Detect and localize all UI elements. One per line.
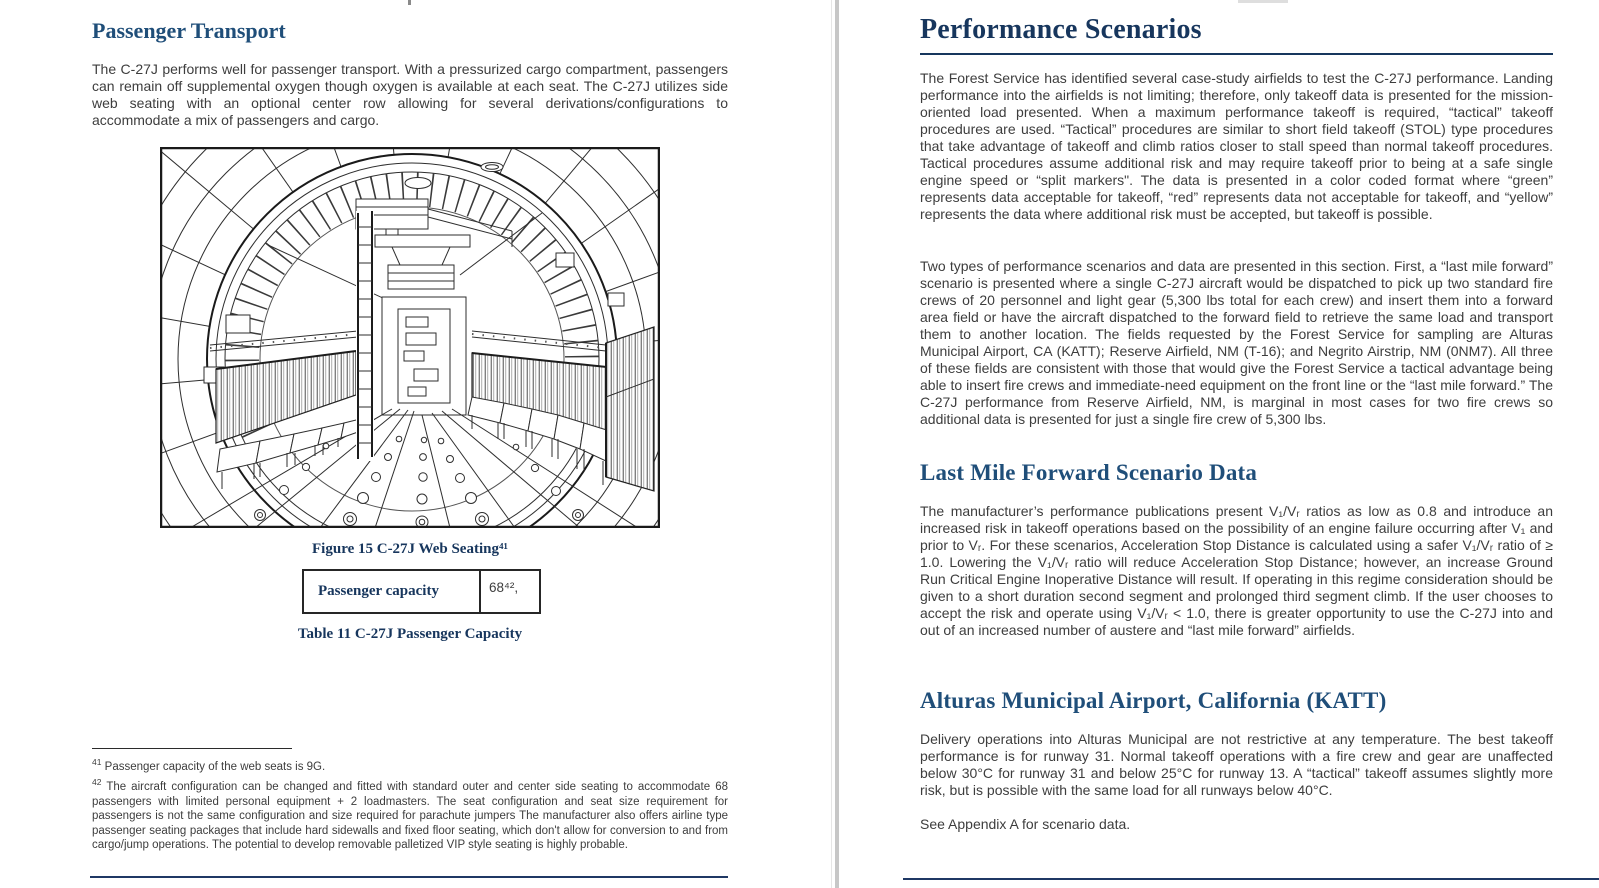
footnote-42-marker: 42 xyxy=(92,777,102,788)
alturas-heading: Alturas Municipal Airport, California (KATT) xyxy=(920,688,1387,713)
table-cell-label: Passenger capacity xyxy=(304,571,481,612)
footnote-42 xyxy=(92,775,728,852)
left-page-heading: Passenger Transport xyxy=(92,18,286,43)
footnote-41 xyxy=(92,755,728,774)
footnote-41-text: Passenger capacity of the web seats is 9G. xyxy=(101,760,326,773)
table-11-caption: Table 11 C-27J Passenger Capacity xyxy=(297,626,523,642)
footnotes xyxy=(92,755,728,854)
performance-paragraph-1: The Forest Service has identified several case-study airfields to test the C-27J performance. Landing performance into the airfields is not limiting; therefore, only takeoff data is presented for the mission-oriented load presented. When a maximum performance takeoff is required, “tactical” takeoff procedures are used. “Tactical” procedures are similar to short field takeoff (STOL) type procedures that take advantage of takeoff and climb ratios closer to stall speed than normal takeoff procedures. Tactical procedures assume additional risk and may require takeoff prior to being at a safe single engine speed or “split markers". The data is presented in a color coded format where “green” represents data acceptable for takeoff, “red” represents data not acceptable for takeoff, and “yellow” represents the data where additional risk must be accepted, but takeoff is possible. xyxy=(920,70,1553,222)
last-mile-paragraph: The manufacturer’s performance publications present V₁/Vᵣ ratios as low as 0.8 and introduce an increased risk in takeoff operations based on the possibility of an engine failure occurring after V₁ and prior to Vᵣ. For these scenarios, Acceleration Stop Distance is calculated using a safer V₁/Vᵣ ratio of ≥ 1.0. Lowering the V₁/Vᵣ ratio will reduce Acceleration Stop Distance; however, an increase Ground Run Critical Engine Inoperative Distance will result. If operating in this regime consideration should be given to a short duration second segment and prolonged third segment climb. If the user chooses to accept the risk and operate using V₁/Vᵣ < 1.0, there is greater opportunity to use the C-27J into and out of an increased number of austere and “last mile forward” airfields. xyxy=(920,503,1553,638)
table-cell-value: 68⁴², xyxy=(489,580,519,595)
footnote-41-marker: 41 xyxy=(92,757,102,767)
right-page-title: Performance Scenarios xyxy=(920,14,1553,55)
figure-15-frame xyxy=(160,147,660,528)
alturas-paragraph: Delivery operations into Alturas Municipal are not restrictive at any temperature. The best takeoff performance is for runway 31. Normal takeoff operations with a fire crew and gear are unaffected below 30°C for runway 31 and below 25°C for runway 13. A “tactical” takeoff assumes slightly more risk, but is possible with the same load for all runways below 40°C. xyxy=(920,731,1553,798)
left-page-paragraph: The C-27J performs well for passenger transport. With a pressurized cargo compartment, passengers can remain off supplemental oxygen though oxygen is available at each seat. The C-27J utilizes side web seating with an optional center row allowing for several derivations/configurations to accommodate a mix of passengers and cargo. xyxy=(92,61,728,128)
figure-15-caption: Figure 15 C-27J Web Seating⁴¹ xyxy=(312,541,508,557)
page-divider xyxy=(835,0,839,888)
footnote-42-text: The aircraft configuration can be changed and fitted with standard outer and center side seating to accommodate 68 passengers with limited personal equipment + 2 loadmasters. The seat configuration and seat size requirement for passengers is not the same configuration and size required for parachute jumpers The manufacturer also offers airline type passenger seating packages that include hard sidewalls and fixed floor seating, which don't allow for conversion to and from cargo/jump operations. The potential to develop removable palletized VIP style seating is highly probable. xyxy=(92,781,728,852)
left-page-footer-rule xyxy=(90,876,728,878)
performance-paragraph-2: Two types of performance scenarios and data are presented in this section. First, a “last mile forward” scenario is presented where a single C-27J aircraft would be dispatched to pick up two standard fire crews of 20 personnel and light gear (5,300 lbs total for each crew) and insert them into a forward area field or have the aircraft dispatched to the forward field to retrieve the same load and transport them to another location. The fields requested by the Forest Service for sampling are Alturas Municipal Airport, CA (KATT); Reserve Airfield, NM (T-16); and Negrito Airstrip, NM (0NM7). All three of these fields are consistent with those that would give the Forest Service a tactical advantage being able to insert fire crews and immediate-need equipment on the front line or the “last mile forward.” The C-27J performance from Reserve Airfield, NM, is marginal in most cases for two fire crews so additional data is presented for just a single fire crew of 5,300 lbs. xyxy=(920,258,1553,427)
page-divider-edge xyxy=(831,0,832,888)
footnote-separator xyxy=(92,748,292,749)
page-top-remnant xyxy=(408,0,411,5)
passenger-capacity-table xyxy=(302,569,541,614)
appendix-note: See Appendix A for scenario data. xyxy=(920,816,1131,832)
right-page-footer-rule xyxy=(903,878,1599,880)
last-mile-heading: Last Mile Forward Scenario Data xyxy=(920,460,1258,485)
page-top-remnant xyxy=(1238,0,1288,3)
cabin-interior-illustration xyxy=(160,147,660,528)
